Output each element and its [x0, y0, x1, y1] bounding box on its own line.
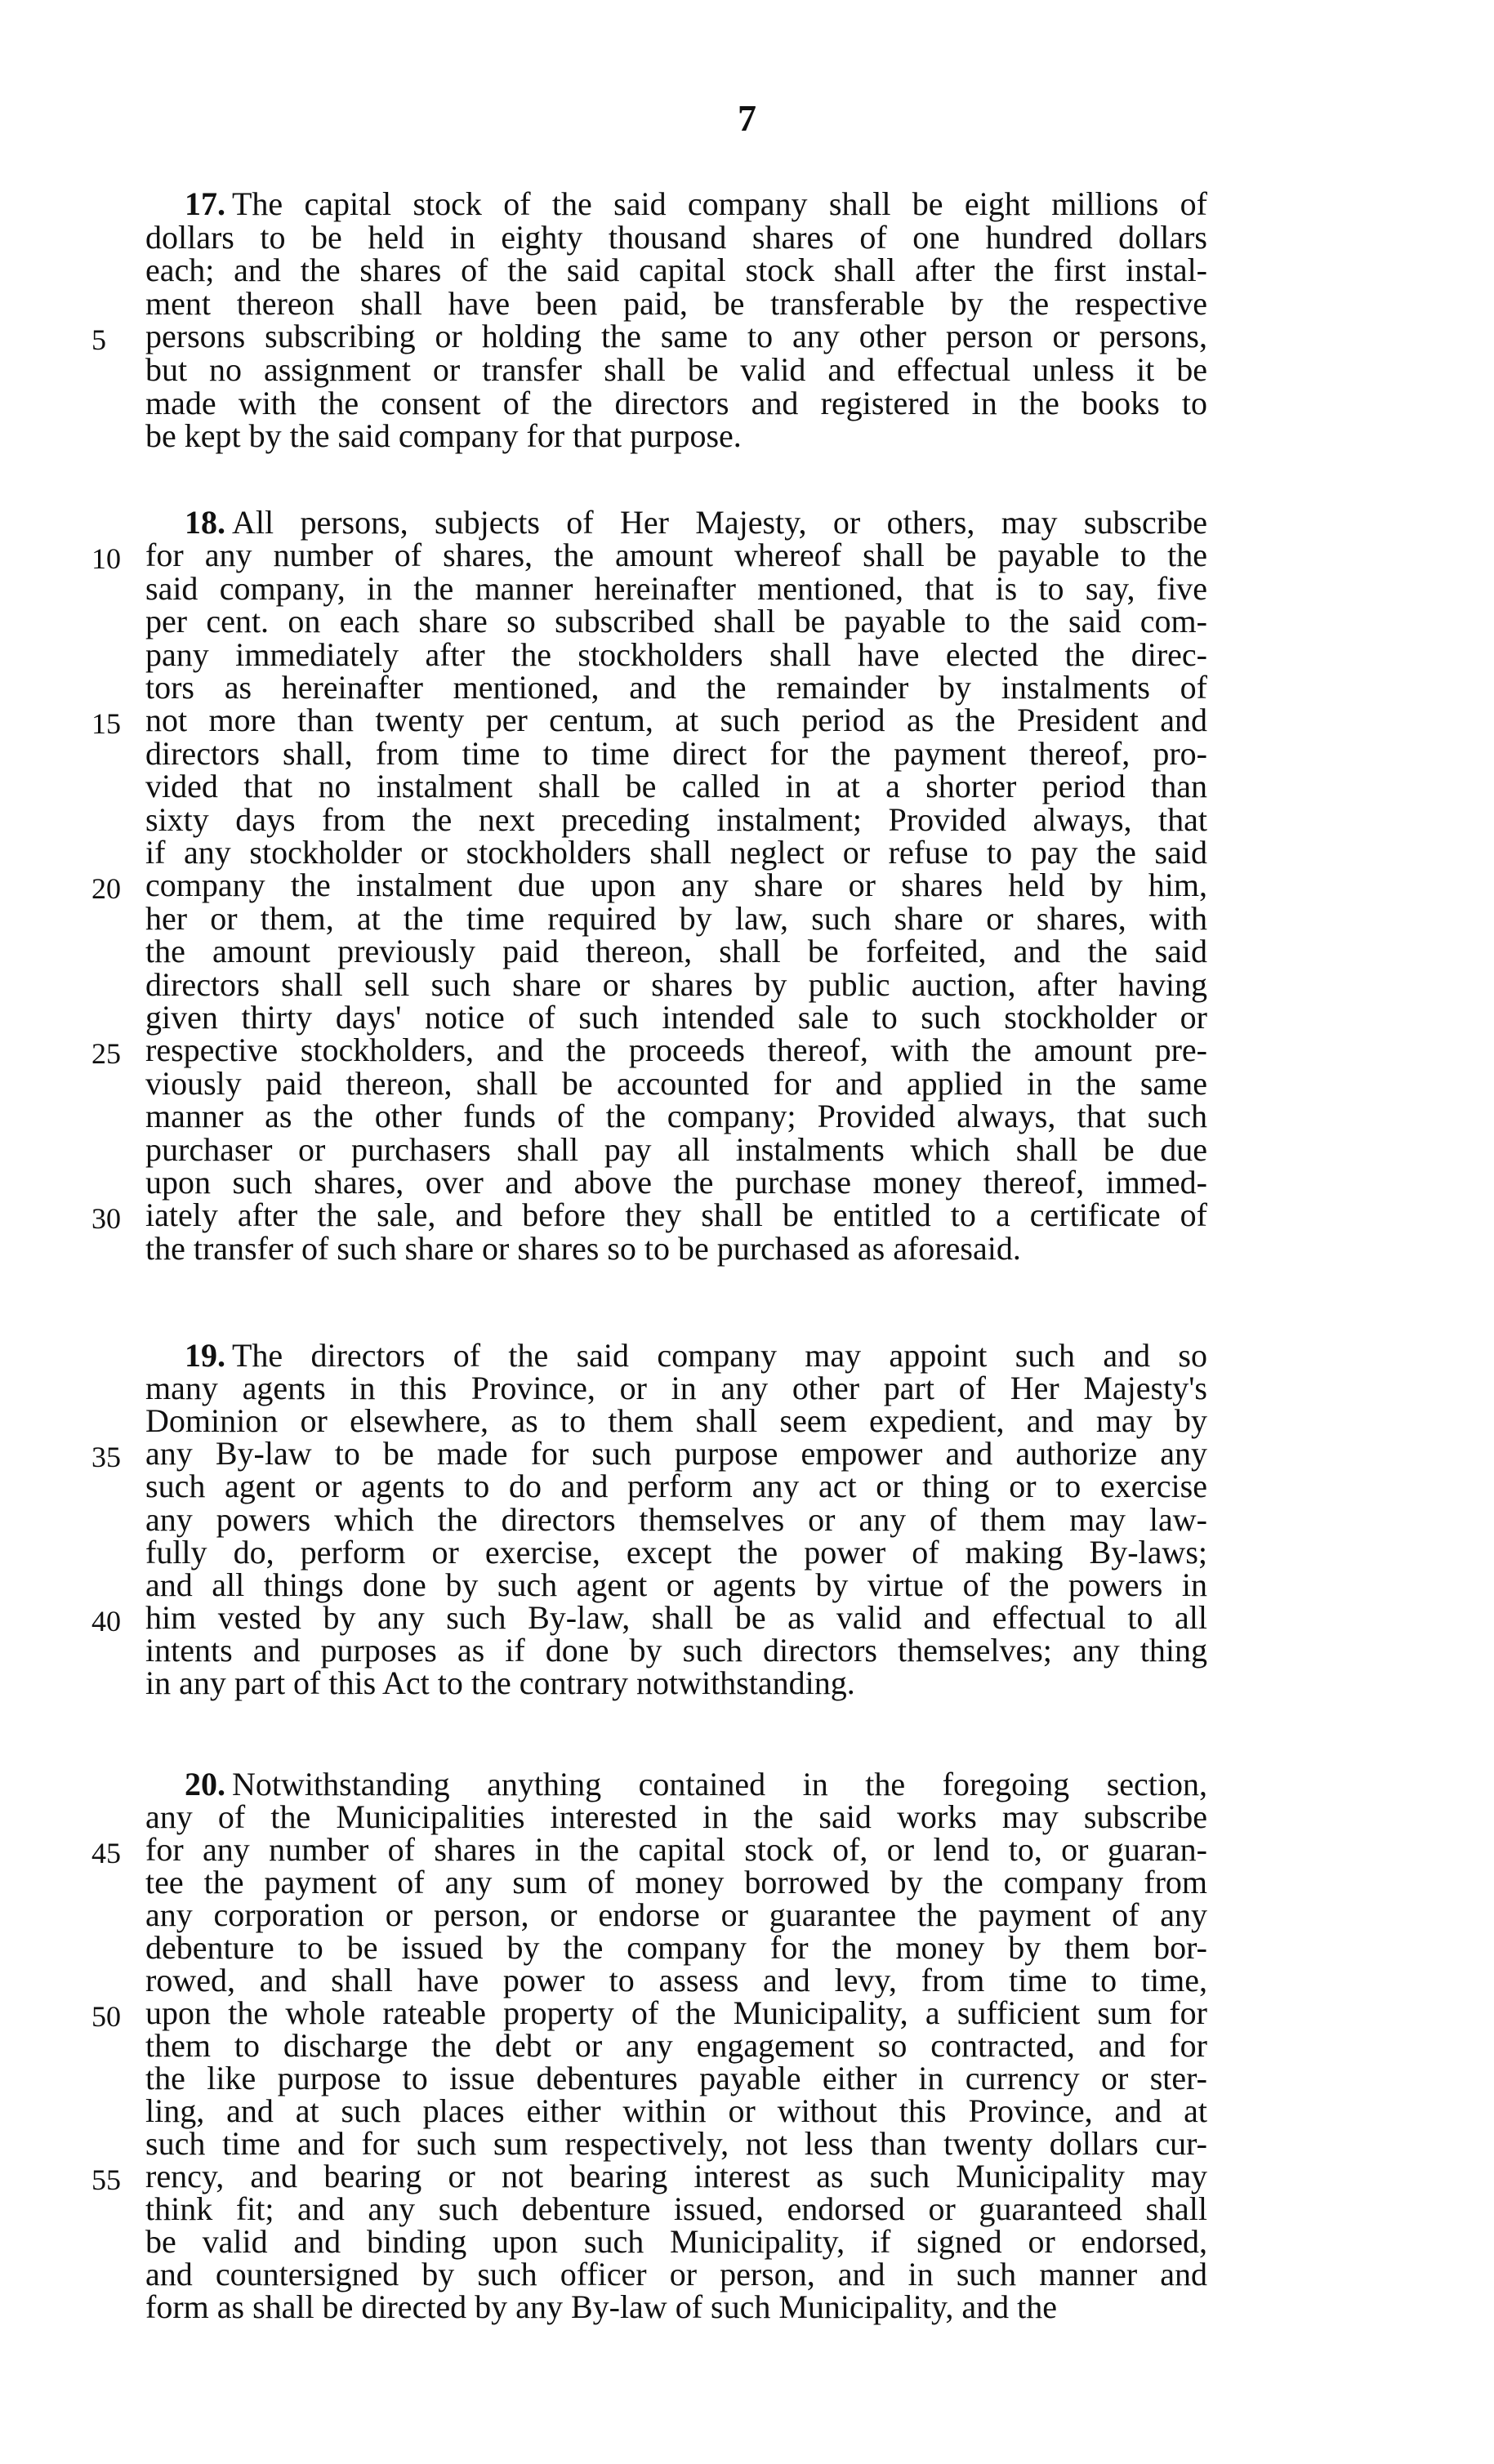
text-line: [145, 2190, 1207, 2227]
line-text: respective stockholders, and the proceeds thereof, with the amount pre-: [145, 1031, 1207, 1068]
text-line: [145, 2223, 1207, 2260]
text-line: [145, 1994, 1207, 2031]
text-line: [145, 287, 1207, 320]
text-line: [145, 1566, 1207, 1603]
line-text: for any number of shares, the amount whereof shall be payable to the: [145, 537, 1207, 573]
text-line: [145, 2027, 1207, 2064]
line-text: and countersigned by such officer or person, and in such manner and: [145, 2256, 1207, 2292]
line-text: such time and for such sum respectively, not less than twenty dollars cur-: [145, 2125, 1207, 2162]
text-line: [145, 1929, 1207, 1966]
line-text: in any part of this Act to the contrary notwithstanding.: [145, 1664, 855, 1701]
section-number: 19.: [185, 1337, 225, 1374]
margin-line-number: 55: [91, 2163, 121, 2196]
line-text: Notwithstanding anything contained in the foregoing section,: [232, 1766, 1207, 1802]
text-line: [145, 1599, 1207, 1636]
line-text: for any number of shares in the capital stock of, or lend to, or guaran-: [145, 1831, 1207, 1868]
text-line: [145, 869, 1207, 902]
section-number: 20.: [185, 1766, 225, 1802]
line-text: each; and the shares of the said capital stock shall after the first instal-: [145, 252, 1207, 288]
line-text: him vested by any such By-law, shall be as valid and effectual to all: [145, 1599, 1207, 1636]
text-line: [145, 902, 1207, 935]
line-text: be valid and binding upon such Municipality, if signed or endorsed,: [145, 2223, 1207, 2260]
text-line: [145, 671, 1207, 704]
margin-line-number: 20: [91, 872, 121, 905]
line-text: directors shall, from time to time direct for the payment thereof, pro-: [145, 735, 1207, 772]
text-line: [145, 1831, 1207, 1868]
line-text: dollars to be held in eighty thousand shares of one hundred dollars: [145, 219, 1207, 256]
line-text: the amount previously paid thereon, shall be forfeited, and the said: [145, 933, 1207, 969]
line-text: manner as the other funds of the company; Provided always, that such: [145, 1098, 1207, 1134]
line-text: The directors of the said company may appoint such and so: [232, 1337, 1207, 1374]
text-line: [145, 1031, 1207, 1068]
section-number: 18.: [185, 504, 225, 541]
line-text: but no assignment or transfer shall be valid and effectual unless it be: [145, 351, 1207, 388]
margin-line-number: 45: [91, 1837, 121, 1869]
line-text: tors as hereinafter mentioned, and the remainder by instalments of: [145, 669, 1207, 706]
text-line: [145, 1437, 1207, 1470]
line-text: them to discharge the debt or any engagement so contracted, and for: [145, 2027, 1207, 2064]
text-line: [145, 1001, 1207, 1034]
margin-line-number: 25: [91, 1037, 121, 1070]
text-line: [145, 1866, 1207, 1899]
text-line: [145, 1664, 1207, 1701]
line-text: said company, in the manner hereinafter mentioned, that is to say, five: [145, 570, 1207, 607]
line-text: debenture to be issued by the company for the money by them bor-: [145, 1929, 1207, 1966]
text-line: [145, 1798, 1207, 1835]
text-line: [145, 2258, 1207, 2291]
line-text: any By-law to be made for such purpose empower and authorize any: [145, 1435, 1207, 1472]
text-line: [145, 254, 1207, 287]
line-text: sixty days from the next preceding instalment; Provided always, that: [145, 801, 1207, 838]
text-line: [185, 1768, 1207, 1801]
line-text: and all things done by such agent or agents by virtue of the powers in: [145, 1566, 1207, 1603]
line-text: made with the consent of the directors and registered in the books to: [145, 385, 1207, 421]
line-text: persons subscribing or holding the same to any other person or persons,: [145, 318, 1207, 354]
margin-line-number: 50: [91, 2000, 121, 2033]
section-number: 17.: [185, 185, 225, 222]
text-line: [145, 387, 1207, 420]
margin-line-number: 35: [91, 1441, 121, 1473]
line-text: many agents in this Province, or in any other part of Her Majesty's: [145, 1370, 1207, 1406]
line-text: ment thereon shall have been paid, be transferable by the respective: [145, 285, 1207, 322]
margin-line-number: 5: [91, 323, 106, 356]
margin-line-number: 30: [91, 1202, 121, 1235]
text-line: [145, 2125, 1207, 2162]
line-text: tee the payment of any sum of money borrowed by the company from: [145, 1864, 1207, 1900]
text-line: [145, 704, 1207, 737]
line-text: vided that no instalment shall be called in at a shorter period than: [145, 768, 1207, 804]
text-line: [145, 320, 1207, 353]
line-text: such agent or agents to do and perform any act or thing or to exercise: [145, 1468, 1207, 1504]
line-text: rowed, and shall have power to assess and levy, from time to time,: [145, 1962, 1207, 1998]
text-line: [145, 1964, 1207, 1997]
text-line: [185, 185, 1207, 222]
text-line: [145, 221, 1207, 254]
text-line: [145, 1501, 1207, 1538]
text-line: [185, 1339, 1207, 1372]
line-text: upon such shares, over and above the purchase money thereof, immed-: [145, 1164, 1207, 1201]
text-line: [145, 1536, 1207, 1569]
line-text: intents and purposes as if done by such directors themselves; any thing: [145, 1632, 1207, 1669]
text-line: [145, 1100, 1207, 1133]
line-text: be kept by the said company for that purpose.: [145, 417, 742, 454]
text-line: [145, 2160, 1207, 2193]
line-text: if any stockholder or stockholders shall neglect or refuse to pay the said: [145, 834, 1207, 871]
line-text: any of the Municipalities interested in the said works may subscribe: [145, 1798, 1207, 1835]
text-line: [145, 539, 1207, 572]
line-text: upon the whole rateable property of the Municipality, a sufficient sum for: [145, 1994, 1207, 2031]
line-text: company the instalment due upon any share or shares held by him,: [145, 867, 1207, 903]
text-line: [145, 605, 1207, 638]
text-line: [145, 1372, 1207, 1405]
line-text: pany immediately after the stockholders shall have elected the direc-: [145, 636, 1207, 673]
line-text: The capital stock of the said company shall be eight millions of: [232, 185, 1207, 222]
text-line: [145, 351, 1207, 388]
line-text: Dominion or elsewhere, as to them shall seem expedient, and may by: [145, 1402, 1207, 1439]
line-text: rency, and bearing or not bearing interest as such Municipality may: [145, 2158, 1207, 2194]
line-text: think fit; and any such debenture issued, endorsed or guaranteed shall: [145, 2190, 1207, 2227]
text-line: [145, 966, 1207, 1003]
text-line: [145, 770, 1207, 803]
line-text: the transfer of such share or shares so to be purchased as aforesaid.: [145, 1230, 1021, 1267]
line-text: any corporation or person, or endorse or guarantee the payment of any: [145, 1896, 1207, 1933]
line-text: her or them, at the time required by law, such share or shares, with: [145, 900, 1207, 937]
text-line: [145, 1196, 1207, 1233]
text-line: [145, 737, 1207, 770]
line-text: iately after the sale, and before they shall be entitled to a certificate of: [145, 1196, 1207, 1233]
line-text: any powers which the directors themselves or any of them may law-: [145, 1501, 1207, 1538]
text-line: [145, 935, 1207, 968]
text-line: [145, 1166, 1207, 1199]
line-text: form as shall be directed by any By-law of such Municipality, and the: [145, 2288, 1057, 2325]
text-line: [145, 801, 1207, 838]
line-text: given thirty days' notice of such intended sale to such stockholder or: [145, 999, 1207, 1036]
text-line: [145, 836, 1207, 869]
text-line: [185, 506, 1207, 539]
margin-line-number: 15: [91, 707, 121, 740]
text-line: [145, 1067, 1207, 1100]
line-text: viously paid thereon, shall be accounted for and applied in the same: [145, 1065, 1207, 1102]
line-text: All persons, subjects of Her Majesty, or others, may subscribe: [232, 504, 1207, 541]
text-line: [145, 2092, 1207, 2129]
text-line: [145, 1896, 1207, 1933]
line-text: directors shall sell such share or shares by public auction, after having: [145, 966, 1207, 1003]
text-line: [145, 1232, 1207, 1265]
line-text: purchaser or purchasers shall pay all instalments which shall be due: [145, 1131, 1207, 1168]
text-line: [145, 2062, 1207, 2095]
line-text: not more than twenty per centum, at such period as the President and: [145, 702, 1207, 738]
text-line: [145, 1131, 1207, 1168]
page-number: 7: [738, 97, 756, 139]
margin-line-number: 40: [91, 1605, 121, 1637]
line-text: ling, and at such places either within or without this Province, and at: [145, 2092, 1207, 2129]
text-line: [145, 417, 1207, 454]
text-line: [145, 1634, 1207, 1667]
line-text: per cent. on each share so subscribed shall be payable to the said com-: [145, 603, 1207, 639]
text-line: [145, 2288, 1207, 2325]
text-line: [145, 1470, 1207, 1503]
text-line: [145, 570, 1207, 607]
line-text: the like purpose to issue debentures payable either in currency or ster-: [145, 2060, 1207, 2096]
margin-line-number: 10: [91, 542, 121, 575]
text-line: [145, 1402, 1207, 1439]
line-text: fully do, perform or exercise, except the power of making By-laws;: [145, 1534, 1207, 1571]
text-line: [145, 636, 1207, 673]
